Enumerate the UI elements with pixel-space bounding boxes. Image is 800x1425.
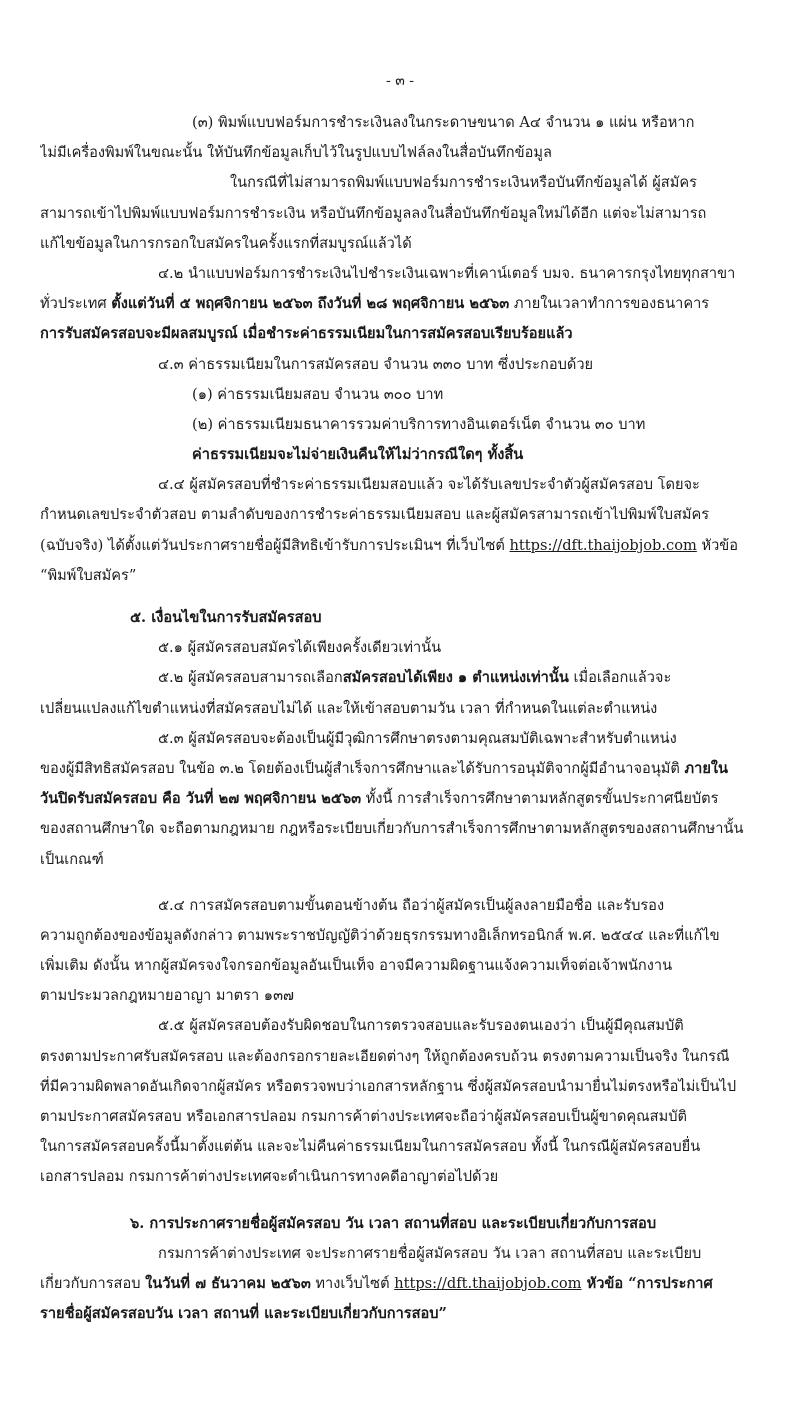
document-body [40, 108, 792, 1329]
para-4-2-line2: ทั่วประเทศ ตั้งแต่วันที่ ๕ พฤศจิกายน ๒๕๖๓ ถึงวันที่ ๒๘ พฤศจิกายน ๒๕๖๓ ภายในเวลาทำการของธนาคาร [40, 295, 710, 313]
para-5-2-line1: ๕.๒ ผู้สมัครสอบสามารถเลือกสมัครสอบได้เพียง ๑ ตำแหน่งเท่านั้น เมื่อเลือกแล้วจะ [158, 669, 672, 687]
para-4-1-3-line1: (๓) พิมพ์แบบฟอร์มการชำระเงินลงในกระดาษขนาด A๔ จำนวน ๑ แผ่น หรือหาก [192, 114, 695, 131]
para-6-line3: รายชื่อผู้สมัครสอบวัน เวลา สถานที่ และระเบียบเกี่ยวกับการสอบ” [40, 1305, 447, 1323]
payment-period: ตั้งแต่วันที่ ๕ พฤศจิกายน ๒๕๖๓ ถึงวันที่ ๒๘ พฤศจิกายน ๒๕๖๓ [111, 295, 510, 313]
para-4-3-line1: ๔.๓ ค่าธรรมเนียมในการสมัครสอบ จำนวน ๓๓๐ บาท ซึ่งประกอบด้วย [158, 355, 594, 373]
para-5-5-line1: ๕.๕ ผู้สมัครสอบต้องรับผิดชอบในการตรวจสอบและรับรองตนเองว่า เป็นผู้มีคุณสมบัติ [158, 1017, 684, 1035]
website-link[interactable]: https://dft.thaijobjob.com [509, 536, 697, 554]
para-6-line2: เกี่ยวกับการสอบ ในวันที่ ๗ ธันวาคม ๒๕๖๓ ทางเว็บไซต์ https://dft.thaijobjob.com หัวข้อ “การประกาศ [40, 1274, 713, 1292]
para-4-2-line3: การรับสมัครสอบจะมีผลสมบูรณ์ เมื่อชำระค่าธรรมเนียมในการสมัครสอบเรียบร้อยแล้ว [40, 325, 573, 343]
para-5-1: ๕.๑ ผู้สมัครสอบสมัครได้เพียงครั้งเดียวเท่านั้น [158, 639, 442, 657]
para-4-3-item2: (๒) ค่าธรรมเนียมธนาคารรวมค่าบริการทางอินเตอร์เน็ต จำนวน ๓๐ บาท [192, 415, 646, 433]
para-5-4-line1: ๕.๔ การสมัครสอบตามขั้นตอนข้างต้น ถือว่าผู้สมัครเป็นผู้ลงลายมือชื่อ และรับรอง [158, 896, 665, 914]
para-4-1-note-line3: แก้ไขข้อมูลในการกรอกใบสมัครในครั้งแรกที่สมบูรณ์แล้วได้ [40, 234, 412, 252]
para-5-3-line5: เป็นเกณฑ์ [40, 850, 104, 868]
para-5-3-line1: ๕.๓ ผู้สมัครสอบจะต้องเป็นผู้มีวุฒิการศึกษาตรงตามคุณสมบัติเฉพาะสำหรับตำแหน่ง [158, 729, 677, 747]
para-5-5-line6: เอกสารปลอม กรมการค้าต่างประเทศจะดำเนินการทางคดีอาญาต่อไปด้วย [40, 1168, 499, 1186]
para-4-3-no-refund: ค่าธรรมเนียมจะไม่จ่ายเงินคืนให้ไม่ว่ากรณีใดๆ ทั้งสิ้น [192, 446, 524, 464]
para-4-4-line4: “พิมพ์ใบสมัคร” [40, 566, 137, 584]
para-5-4-line3: เพิ่มเติม ดังนั้น หากผู้สมัครจงใจกรอกข้อมูลอันเป็นเท็จ อาจมีความผิดฐานแจ้งความเท็จต่อเจ้าพนักงาน [40, 957, 673, 975]
para-5-5-line3: ที่มีความผิดพลาดอันเกิดจากผู้สมัคร หรือตรวจพบว่าเอกสารหลักฐาน ซึ่งผู้สมัครสอบนำมายื่นไม่ตรงหรือไม่เป็นไป [40, 1077, 737, 1095]
announcement-date: ในวันที่ ๗ ธันวาคม ๒๕๖๓ [145, 1274, 311, 1292]
para-5-2-line2: เปลี่ยนแปลงแก้ไขตำแหน่งที่สมัครสอบไม่ได้ และให้เข้าสอบตามวัน เวลา ที่กำหนดในแต่ละตำแหน่ง [40, 699, 658, 717]
para-6-line1: กรมการค้าต่างประเทศ จะประกาศรายชื่อผู้สมัครสอบ วัน เวลา สถานที่สอบ และระเบียบ [158, 1244, 702, 1262]
para-5-4-line2: ความถูกต้องของข้อมูลดังกล่าว ตามพระราชบัญญัติว่าด้วยธุรกรรมทางอิเล็กทรอนิกส์ พ.ศ. ๒๕๔๔ และที่แก้ไข [40, 926, 720, 944]
para-5-3-line4: ของสถานศึกษาใด จะถือตามกฎหมาย กฎหรือระเบียบเกี่ยวกับการสำเร็จการศึกษาตามหลักสูตรของสถานศึกษานั้น [40, 820, 744, 838]
para-4-1-3-line2: ไม่มีเครื่องพิมพ์ในขณะนั้น ให้บันทึกข้อมูลเก็บไว้ในรูปแบบไฟล์ลงในสื่อบันทึกข้อมูล [40, 144, 552, 162]
website-link-2[interactable]: https://dft.thaijobjob.com [394, 1274, 582, 1292]
para-5-3-line3: วันปิดรับสมัครสอบ คือ วันที่ ๒๗ พฤศจิกายน ๒๕๖๓ ทั้งนี้ การสำเร็จการศึกษาตามหลักสูตรขั้นประกาศนียบัตร [40, 790, 719, 808]
para-4-1-note-line2: สามารถเข้าไปพิมพ์แบบฟอร์มการชำระเงิน หรือบันทึกข้อมูลลงในสื่อบันทึกข้อมูลใหม่ได้อีก แต่จะไม่สามารถ [40, 204, 707, 222]
para-5-5-line2: ตรงตามประกาศรับสมัครสอบ และต้องกรอกรายละเอียดต่างๆ ให้ถูกต้องครบถ้วน ตรงตามความเป็นจริง ในกรณี [40, 1047, 730, 1065]
para-4-4-line3: (ฉบับจริง) ได้ตั้งแต่วันประกาศรายชื่อผู้มีสิทธิเข้ารับการประเมินฯ ที่เว็บไซต์ https://dft.thaijobjob.com หัวข้อ [40, 536, 739, 554]
para-4-3-item1: (๑) ค่าธรรมเนียมสอบ จำนวน ๓๐๐ บาท [192, 385, 444, 403]
closing-date: วันปิดรับสมัครสอบ คือ วันที่ ๒๗ พฤศจิกายน ๒๕๖๓ [40, 790, 362, 808]
para-5-3-line2: ของผู้มีสิทธิสมัครสอบ ในข้อ ๓.๒ โดยต้องเป็นผู้สำเร็จการศึกษาและได้รับการอนุมัติจากผู้มีอำนาจอนุมัติ ภายใน [40, 759, 729, 777]
para-4-2-line1: ๔.๒ นำแบบฟอร์มการชำระเงินไปชำระเงินเฉพาะที่เคาน์เตอร์ บมจ. ธนาคารกรุงไทยทุกสาขา [158, 264, 736, 282]
para-4-4-line2: กำหนดเลขประจำตัวสอบ ตามลำดับของการชำระค่าธรรมเนียมสอบ และผู้สมัครสามารถเข้าไปพิมพ์ใบสมัคร [40, 506, 710, 524]
para-4-1-note-line1: ในกรณีที่ไม่สามารถพิมพ์แบบฟอร์มการชำระเงินหรือบันทึกข้อมูลได้ ผู้สมัคร [230, 174, 697, 192]
para-5-5-line4: ตามประกาศสมัครสอบ หรือเอกสารปลอม กรมการค้าต่างประเทศจะถือว่าผู้สมัครสอบเป็นผู้ขาดคุณสมบัติ [40, 1108, 687, 1125]
section-6-heading: ๖. การประกาศรายชื่อผู้สมัครสอบ วัน เวลา สถานที่สอบ และระเบียบเกี่ยวกับการสอบ [130, 1214, 657, 1232]
para-5-4-line4: ตามประมวลกฎหมายอาญา มาตรา ๑๓๗ [40, 987, 295, 1005]
para-4-4-line1: ๔.๔ ผู้สมัครสอบที่ชำระค่าธรรมเนียมสอบแล้ว จะได้รับเลขประจำตัวผู้สมัครสอบ โดยจะ [158, 476, 700, 494]
section-5-heading: ๕. เงื่อนไขในการรับสมัครสอบ [130, 609, 322, 626]
para-5-5-line5: ในการสมัครสอบครั้งนี้มาตั้งแต่ต้น และจะไม่คืนค่าธรรมเนียมในการสมัครสอบ ทั้งนี้ ในกรณีผู้สมัครสอบยื่น [40, 1138, 701, 1156]
page-number: - ๓ - [386, 73, 414, 89]
